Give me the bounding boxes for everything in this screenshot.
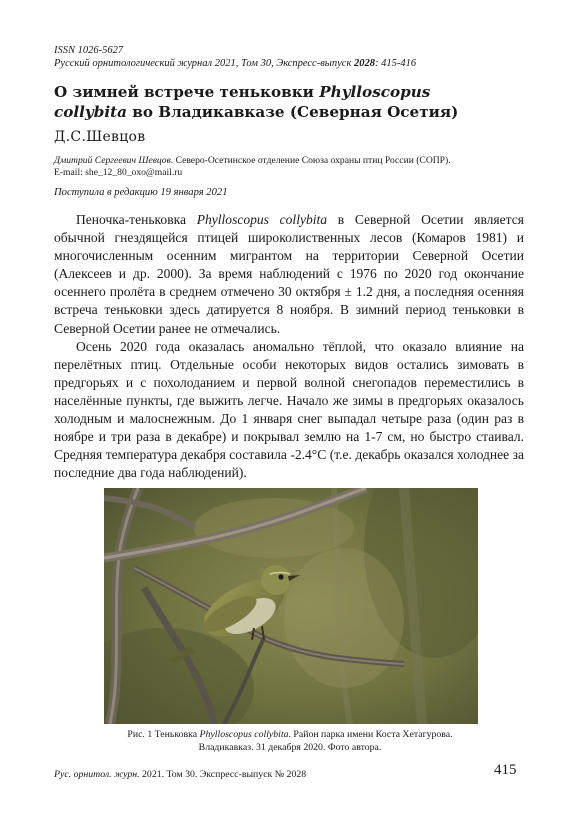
title-part-1: О зимней встрече теньковки	[54, 83, 320, 101]
footer-issue-info: 2021. Том 30. Экспресс-выпуск № 2028	[139, 769, 307, 780]
page-number: 415	[494, 762, 517, 778]
author-email: E-mail: she_12_80_oxo@mail.ru	[54, 167, 183, 178]
journal-name: Русский орнитологический журнал 2021, Том 30, Экспресс-выпуск	[54, 58, 354, 69]
paragraph-2: Осень 2020 года оказалась аномально тёплой, что оказало влияние на перелётных птиц. Отдельные особи некоторых видов остались зимовать в предгорьях и с похолоданием и первой волной снегопадов переместились в населённые пункты, где выжить легче. Начало же зимы в предгорьях оказалось холодным и малоснежным. До 1 января снег выпадал четыре раза (один раз в ноябре и три раза в декабре) и покрывал землю на 1-7 см, но быстро стаивал. Средняя температура декабря составила -2.4°С (т.е. декабрь оказался холоднее за последние два года наблюдений).	[54, 338, 524, 481]
author-affiliation	[54, 155, 534, 179]
caption-latin: Phylloscopus collybita	[199, 729, 289, 740]
journal-citation	[54, 57, 534, 70]
article-title	[54, 82, 534, 122]
page-range: : 415-416	[375, 58, 417, 69]
paragraph-1-rest: в Северной Осетии является обычной гнездящейся птицей широколиственных лесов (Комаров 1981) и многочисленным осенним мигрантом на территории Северной Осетии (Алексеев и др. 2000). За время наблюдений с 1976 по 2020 год окончание осеннего пролёта в среднем отмечено 30 октября ± 1.2 дня, а последняя осенняя встреча теньковки здесь датируется 8 ноября. В зимний период теньковки в Северной Осетии ранее не отмечались.	[54, 212, 524, 336]
paragraph-1	[54, 211, 524, 338]
paragraph-1-start: Пеночка-теньковка	[76, 212, 197, 227]
affiliation-line	[54, 155, 534, 167]
affiliation-person: Дмитрий Сергеевич Шевцов	[54, 155, 171, 166]
received-date: Поступила в редакцию 19 января 2021	[54, 187, 228, 198]
issn: ISSN 1026-5627	[54, 45, 124, 56]
figure-caption	[100, 729, 480, 754]
author-name: Д.С.Шевцов	[54, 129, 146, 145]
affiliation-org: . Северо-Осетинское отделение Союза охраны птиц России (СОПР).	[170, 155, 451, 166]
title-latin-species: collybita	[54, 103, 127, 121]
title-latin-genus: Phylloscopus	[319, 83, 431, 101]
footer-journal-abbr: Рус. орнитол. журн.	[54, 769, 140, 780]
caption-rest: . Район парка имени Коста Хетагурова. Владикавказ. 31 декабря 2020. Фото автора.	[198, 729, 453, 753]
caption-start: Рис. 1 Теньковка	[127, 729, 200, 740]
title-part-2: во Владикавказе (Северная Осетия)	[127, 103, 459, 121]
journal-header	[54, 44, 534, 70]
page-footer	[54, 769, 306, 780]
bird-photo	[104, 488, 478, 724]
article-body	[54, 211, 524, 482]
paragraph-1-latin: Phylloscopus collybita	[196, 212, 328, 227]
issue-number: 2028	[354, 58, 375, 69]
